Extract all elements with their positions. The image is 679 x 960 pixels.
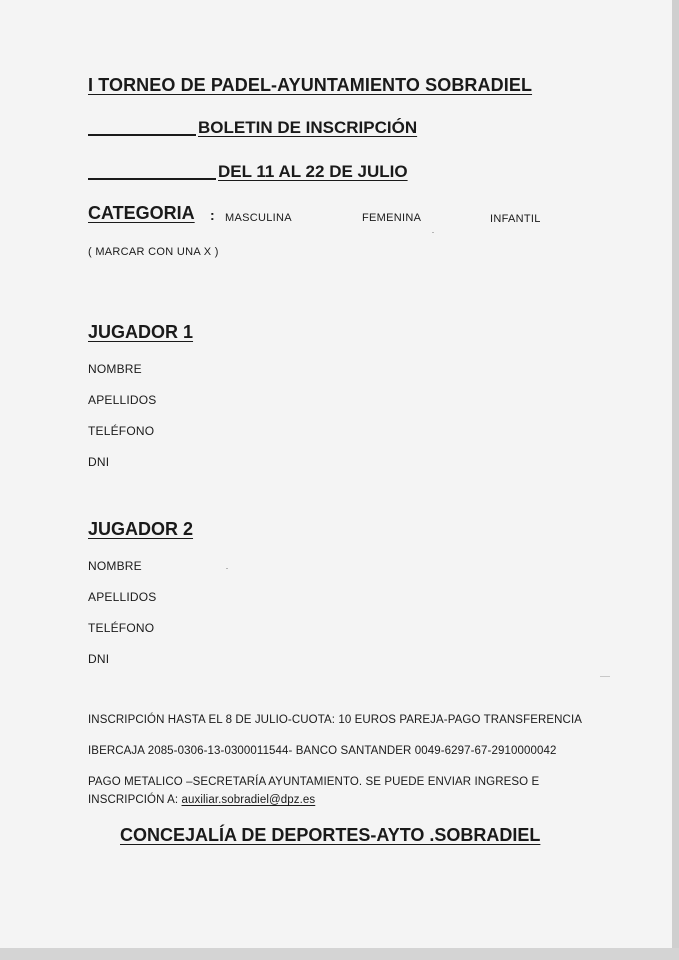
player2-field-apellidos: APELLIDOS — [88, 590, 157, 604]
paper-speck — [600, 676, 610, 677]
info-line-deadline: INSCRIPCIÓN HASTA EL 8 DE JULIO-CUOTA: 10 EUROS PAREJA-PAGO TRANSFERENCIA — [88, 714, 583, 726]
document-title: I TORNEO DE PADEL-AYUNTAMIENTO SOBRADIEL — [88, 75, 533, 95]
category-option-femenina: FEMENINA — [362, 212, 422, 224]
info-line-cash-payment: PAGO METALICO –SECRETARÍA AYUNTAMIENTO. SE PUEDE ENVIAR INGRESO E — [88, 776, 540, 788]
player2-field-nombre: NOMBRE — [88, 559, 142, 573]
underline-rule-1 — [88, 134, 196, 136]
document-subtitle: BOLETIN DE INSCRIPCIÓN — [198, 118, 418, 137]
player2-heading: JUGADOR 2 — [88, 519, 194, 539]
document-dates: DEL 11 AL 22 DE JULIO — [218, 162, 408, 181]
player1-field-dni: DNI — [88, 455, 110, 469]
player2-field-dni: DNI — [88, 652, 110, 666]
category-colon: : — [210, 207, 215, 223]
category-instruction: ( MARCAR CON UNA X ) — [88, 246, 219, 258]
category-label: CATEGORIA — [88, 203, 195, 223]
document-footer: CONCEJALÍA DE DEPORTES-AYTO .SOBRADIEL — [120, 825, 541, 845]
scan-right-edge — [672, 0, 679, 960]
player1-field-apellidos: APELLIDOS — [88, 393, 157, 407]
info-line-bank-accounts: IBERCAJA 2085-0306-13-0300011544- BANCO SANTANDER 0049-6297-67-2910000042 — [88, 745, 557, 757]
underline-rule-2 — [88, 178, 216, 180]
player1-field-nombre: NOMBRE — [88, 362, 142, 376]
player2-field-telefono: TELÉFONO — [88, 621, 155, 635]
scan-bottom-edge — [0, 948, 679, 960]
player1-field-telefono: TELÉFONO — [88, 424, 155, 438]
category-option-infantil: INFANTIL — [490, 213, 541, 225]
info-email-link[interactable]: auxiliar.sobradiel@dpz.es — [181, 794, 316, 806]
paper-speck — [432, 232, 434, 233]
player1-heading: JUGADOR 1 — [88, 322, 194, 342]
paper-speck — [226, 568, 228, 569]
info-email-prefix: INSCRIPCIÓN A: — [88, 794, 179, 806]
info-line-email-row — [88, 794, 315, 806]
category-option-masculina: MASCULINA — [225, 212, 292, 224]
